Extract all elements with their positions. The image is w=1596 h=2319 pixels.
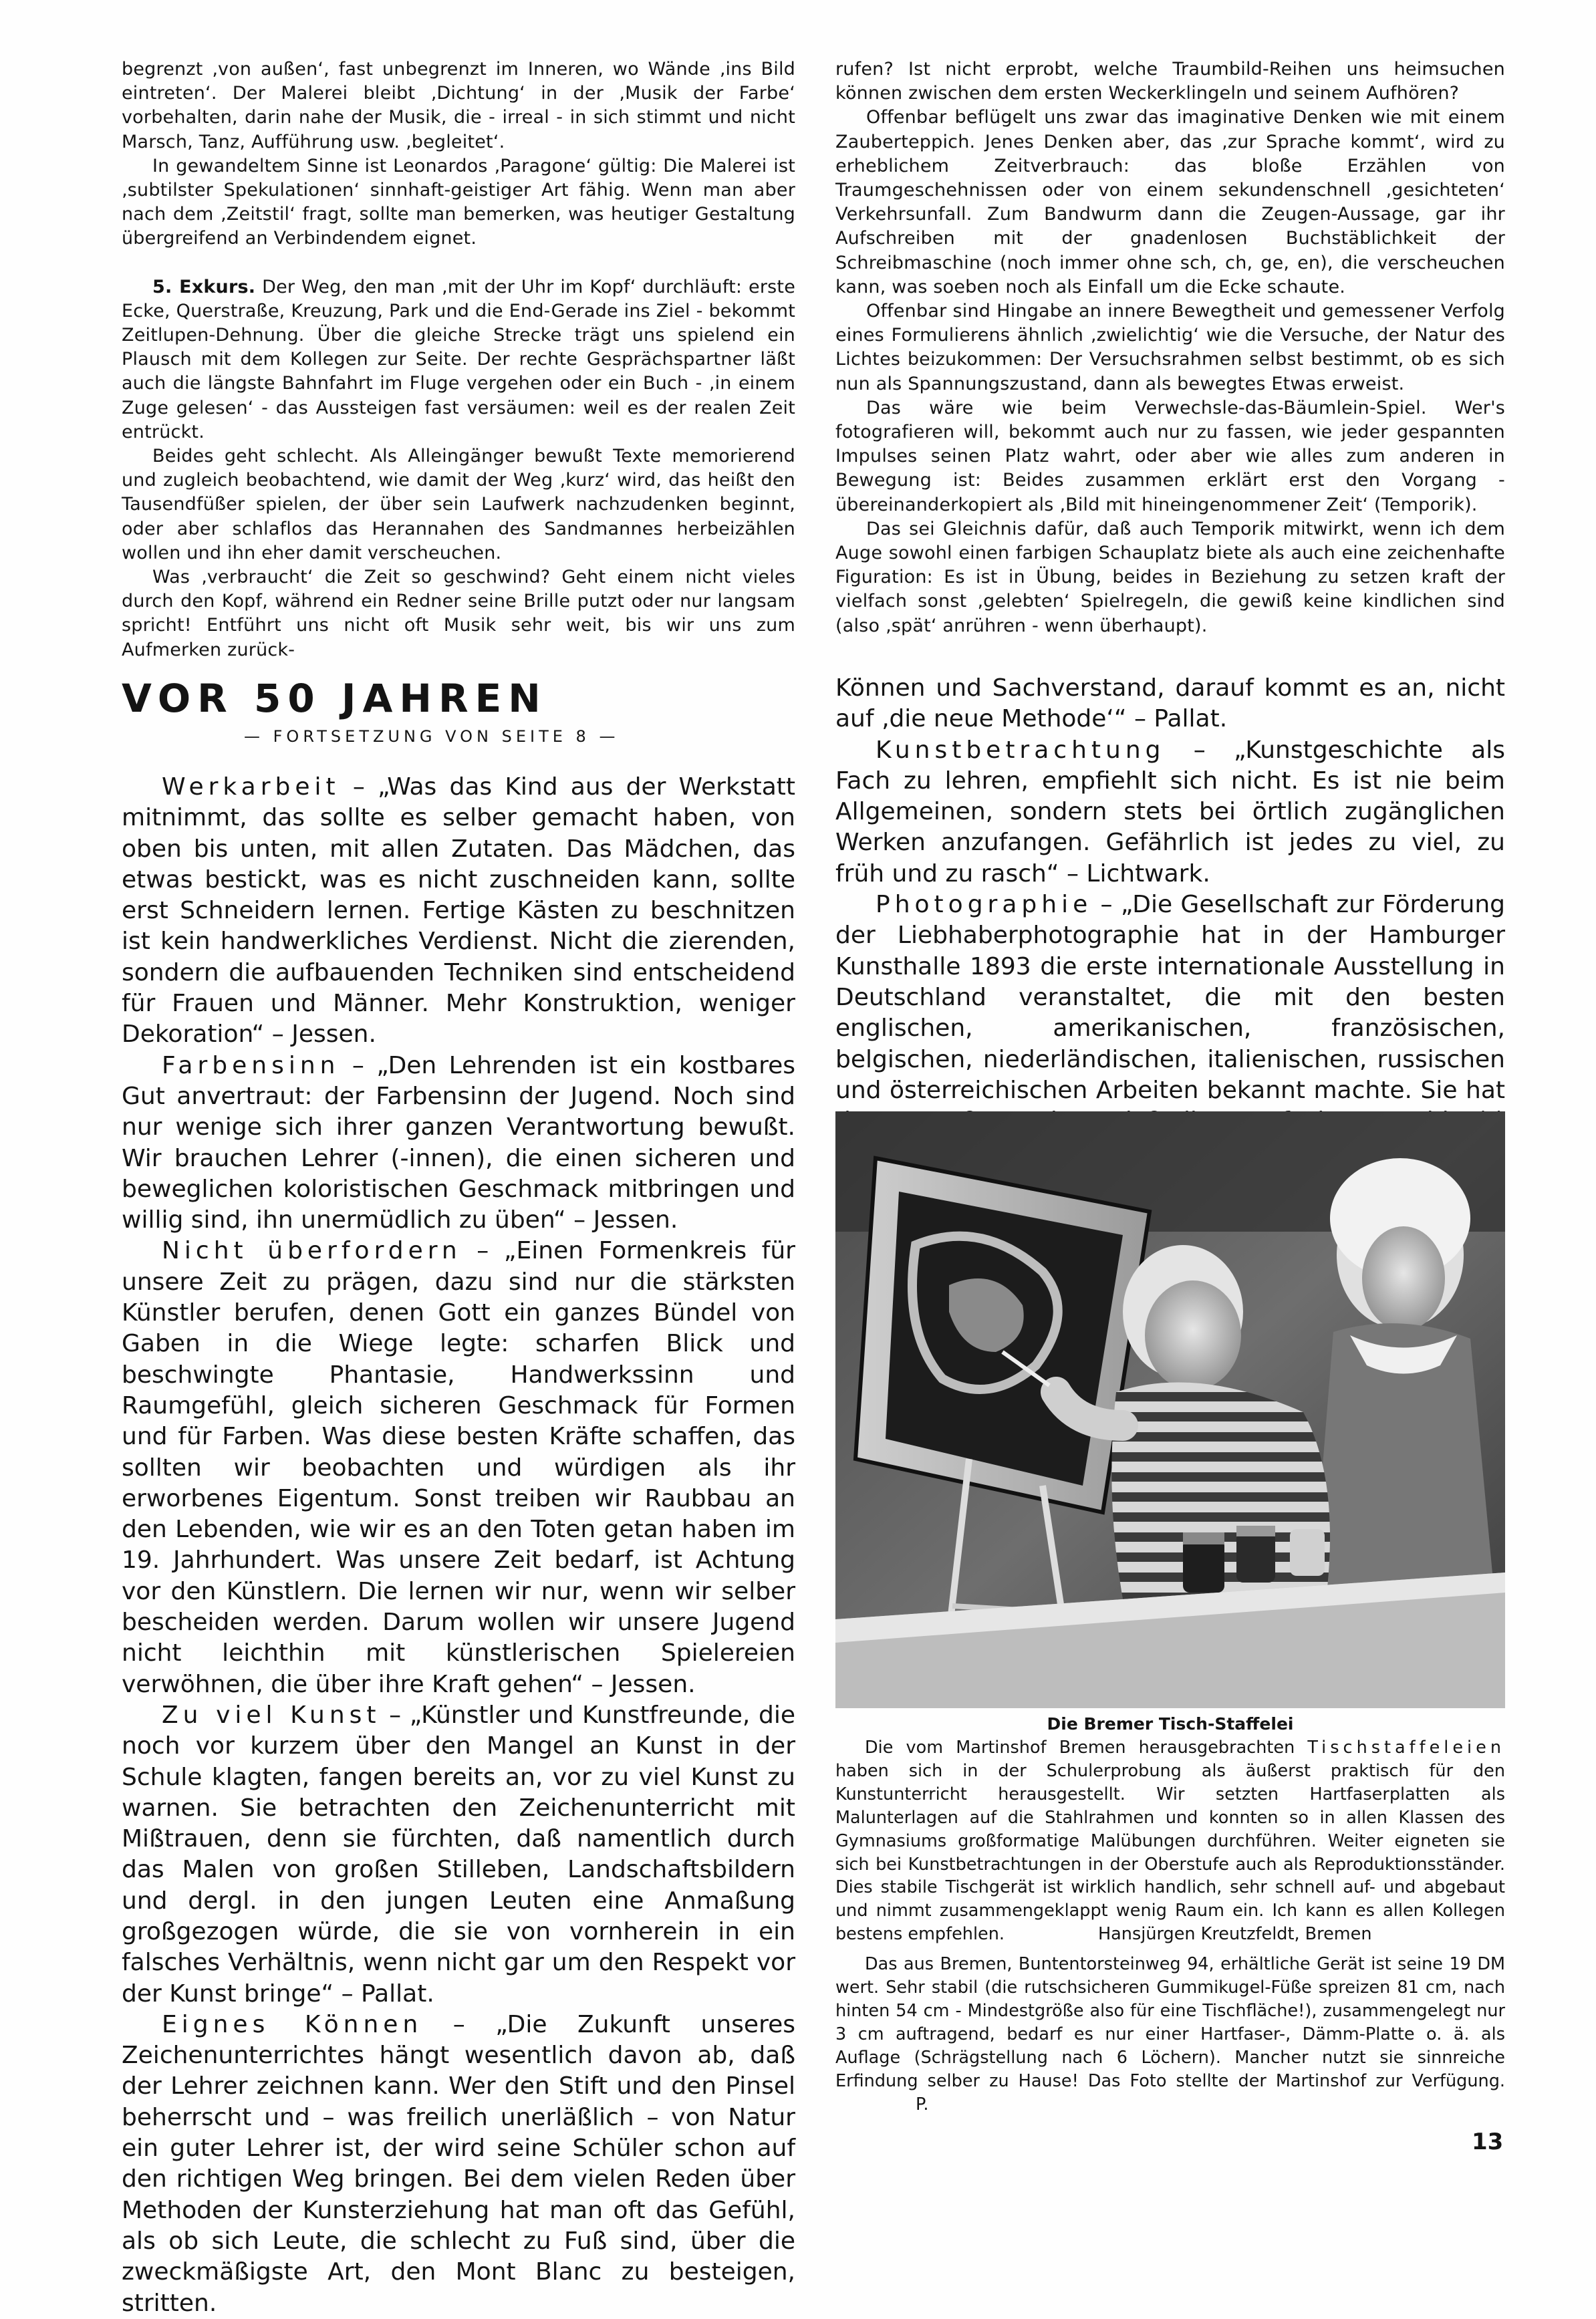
section-kunstbetrachtung: Kunstbetrachtung – „Kunstgeschichte als Fach zu lehren, empfiehlt sich nicht. Es ist nie beim Allgemeinen, sondern stets bei örtlich zugänglichen Werken anzufangen. Gefährlich ist jedes zu viel, zu früh und zu rasch“ – Lichtwark.	[835, 736, 1505, 888]
paragraph: In gewandeltem Sinne ist Leonardos ‚Paragone‘ gültig: Die Malerei ist ‚subtilster Spekulationen‘ sinnhaft-geistiger Art fähig. Wenn man aber nach dem ‚Zeitstil‘ fragt, sollte man bemerken, was heutiger Gestaltung übergreifend an Verbindendem eignet.	[122, 155, 795, 249]
paragraph-continued: Können und Sachverstand, darauf kommt es an, nicht auf ‚die neue Methode‘“ – Pallat.	[835, 674, 1505, 733]
section-photographie: Photographie – „Die Gesellschaft zur Förderung der Liebhaberphotographie hat in der Hamburger Kunsthalle 1893 die erste internationale Ausstellung in Deutschland veranstaltet, die mit den besten englischen, amerikanischen, französischen, belgischen, niederländischen, italienischen, russischen und österreichischen Arbeiten bekannt machte. Sie hat	[835, 891, 1505, 1104]
article-subtitle: — FORTSETZUNG VON SEITE 8 —	[244, 727, 620, 746]
photo-caption-text	[835, 1736, 1505, 2117]
section-werkarbeit: Werkarbeit – „Was das Kind aus der Werkstatt mitnimmt, das sollte es selber gemacht haben, von oben bis unten, mit allen Zutaten. Das Mädchen, das etwas bestickt, was es nicht zuschneiden kann, sollte erst Schneidern lernen. Fertige Kästen zu beschnitzen ist kein handwerkliches Verdienst. Nicht die zierenden, sondern die aufbauenden Techniken sind entscheidend für Frauen und Männer. Mehr Konstruktion, weniger Dekoration“ – Jessen.	[122, 773, 795, 1049]
exkurs-label: 5. Exkurs.	[152, 276, 256, 297]
paragraph: rufen? Ist nicht erprobt, welche Traumbild-Reihen uns heimsuchen können zwischen dem ersten Weckerklingeln und seinem Aufhören?	[835, 59, 1505, 104]
section-farbensinn: Farbensinn – „Den Lehrenden ist ein kostbares Gut anvertraut: der Farbensinn der Jugend. Noch sind nur wenige sich ihrer ganzen Verantwortung bewußt. Wir brauchen Lehrer (-innen), die einen sicheren und beweglichen koloristischen Geschmack mitbringen und willig sind, ihn unermüdlich zu üben“ – Jessen.	[122, 1051, 795, 1234]
top-right-column	[835, 57, 1505, 638]
children-painting-image	[835, 1111, 1505, 1708]
section-zu-viel-kunst: Zu viel Kunst – „Künstler und Kunstfreunde, die noch vor kurzem über den Mangel an Kunst in der Schule klagten, fangen bereits an, vor zu viel Kunst zu warnen. Sie betrachten den Zeichenunterricht mit Mißtrauen, denn sie fürchten, daß namentlich durch das Malen von großen Stilleben, Landschaftsbildern und dergl. in den jungen Leuten eine Anmaßung großgezogen würde, die sie von vornherein in ein falsches Verhältnis, wenn nicht gar um den Respekt vor der Kunst bringe“ – Pallat.	[122, 1701, 795, 2008]
section-eignes-koennen: Eignes Können – „Die Zukunft unseres Zeichenunterrichtes hängt wesentlich davon ab, daß der Lehrer zeichnen kann. Wer den Stift und den Pinsel beherrscht und – was freilich unerläßlich – von Natur ein guter Lehrer ist, der wird seine Schüler schon auf den richtigen Weg bringen. Bei dem vielen Reden über Methoden der Kunsterziehung hat man oft das Gefühl, als ob sich Leute, die schlecht zu Fuß sind, über die zweckmäßigste Art, den Mont Blanc zu besteigen, stritten.	[122, 2010, 795, 2317]
page-number: 13	[1472, 2129, 1504, 2155]
paragraph: Beides geht schlecht. Als Alleingänger bewußt Texte memorierend und zugleich beobachtend, wie damit der Weg ‚kurz‘ wird, das heißt den Tausendfüßer spielen, der über sein Laufwerk nachzudenken beginnt, oder aber schlaflos das Herannahen des Sandmannes herbeizählen wollen und ihn eher damit verscheuchen.	[122, 446, 795, 563]
caption-paragraph: Die vom Martinshof Bremen herausgebrachten Tischstaffeleien haben sich in der Schulerprobung als äußerst praktisch für den Kunstunterricht herausgestellt. Wir setzten Hartfaserplatten als Malunterlagen auf die Stahlrahmen und konnten so in allen Klassen des Gymnasiums großformatige Malübungen durchführen. Weiter eigneten sie sich bei Kunstbetrachtungen in der Oberstufe auch als Reproduktionsständer. Dies stabile Tischgerät ist wirklich handlich, sehr schnell auf- und abgebaut und nimmt zusammengeklappt wenig Raum ein. Ich kann es allen Kollegen bestens empfehlen. Hansjürgen Kreutzfeldt, Bremen	[835, 1738, 1505, 1945]
paragraph: Was ‚verbraucht‘ die Zeit so geschwind? Geht einem nicht vieles durch den Kopf, während ein Redner seine Brille putzt oder nur langsam spricht! Entführt uns nicht oft Musik sehr weit, bis wir uns zum Aufmerken zurück-	[122, 567, 795, 660]
paragraph: Das wäre wie beim Verwechsle-das-Bäumlein-Spiel. Wer's fotografieren will, bekommt auch nur zu fassen, wie jeder gespannten Impulses seinen Platz wahrt, oder aber wie alles zum anderen in Bewegung ist: Beides zusammen erklärt erst den Vorgang - übereinanderkopiert als ‚Bild mit hineingenommener Zeit‘ (Temporik).	[835, 397, 1505, 515]
paragraph: Offenbar sind Hingabe an innere Bewegtheit und gemessener Verfolg eines Formulierens ähnlich ‚zwielichtig‘ wie die Versuche, der Natur des Lichtes beizukommen: Der Versuchsrahmen selbst bestimmt, ob es sich nun als Spannungszustand, dann als bewegtes Etwas erweist.	[835, 301, 1505, 394]
caption-paragraph: Das aus Bremen, Buntentorsteinweg 94, erhältliche Gerät ist seine 19 DM wert. Sehr stabil (die rutschsicheren Gummikugel-Füße spreizen 81 cm, nach hinten 54 cm - Mindestgröße also für eine Tischfläche!), zusammengelegt nur 3 cm auftragend, bedarf es nur einer Hartfaser-, Dämm-Platte o. ä. als Auflage (Schrägstellung nach 6 Löchern). Mancher nutzt sie sinnreiche Erfindung selber zu Hause! Das Foto stellte der Martinshof zur Verfügung.P.	[835, 1954, 1505, 2115]
top-left-column	[122, 57, 795, 662]
article-title: VOR 50 JAHREN	[122, 676, 547, 721]
caption-author: Hansjürgen Kreutzfeldt, Bremen	[1097, 1924, 1372, 1945]
caption-signature: P.	[916, 2094, 929, 2115]
paragraph: Das sei Gleichnis dafür, daß auch Temporik mitwirkt, wenn ich dem Auge sowohl einen farbigen Schauplatz biete als auch eine zeichenhafte Figuration: Es ist in Übung, beides in Beziehung zu setzen kraft der vielfach sonst ‚gelebten‘ Spielregeln, die gewiß keine kindlichen sind (also ‚spät‘ anrühren - wenn überhaupt).	[835, 518, 1505, 636]
paragraph: begrenzt ‚von außen‘, fast unbegrenzt im Inneren, wo Wände ‚ins Bild eintreten‘. Der Malerei bleibt ‚Dichtung‘ in der ‚Musik der Farbe‘ vorbehalten, darin nahe der Musik, die - irreal - in sich stimmt und nicht Marsch, Tanz, Aufführung usw. ‚begleitet‘.	[122, 59, 795, 152]
article-left-column	[122, 772, 795, 2319]
paragraph: 5. Exkurs. Der Weg, den man ‚mit der Uhr im Kopf‘ durchläuft: erste Ecke, Querstraße, Kreuzung, Park und die End-Gerade ins Ziel - bekommt Zeitlupen-Dehnung. Über die gleiche Strecke trägt uns spielend ein Plausch mit dem Kollegen zur Seite. Der rechte Gesprächspartner läßt auch die längste Bahnfahrt im Fluge vergehen oder ein Buch - ‚in einem Zuge gelesen‘ - das Aussteigen fast versäumen: weil es der realen Zeit entrückt.	[122, 276, 795, 442]
photo-caption-title: Die Bremer Tisch-Staffelei	[1047, 1714, 1294, 1734]
section-nicht-ueberfordern: Nicht überfordern – „Einen Formenkreis für unsere Zeit zu prägen, dazu sind nur die stärksten Künstler berufen, denen Gott ein ganzes Bündel von Gaben in die Wiege legte: scharfen Blick und beschwingte Phantasie, Handwerkssinn und Raumgefühl, gleich sicheren Geschmack für Formen und für Farben. Was diese besten Kräfte schaffen, das sollten wir beobachten und würdigen als ihr erworbenes Eigentum. Sonst treiben wir Raubbau an den Lebenden, wie wir es an den Toten getan haben im 19. Jahrhundert. Was unsere Zeit bedarf, ist Achtung vor den Künstlern. Die lernen wir nur, wenn wir selber bescheiden werden. Darum wollen wir unsere Jugend nicht leichthin mit künstlerischen Spielereien verwöhnen, die über ihre Kraft gehen“ – Jessen.	[122, 1237, 795, 1698]
easel-photo	[835, 1111, 1505, 1708]
paragraph: Offenbar beflügelt uns zwar das imaginative Denken wie mit einem Zauberteppich. Jenes Denken aber, das ‚zur Sprache kommt‘, wird zu erheblichem Zeitverbrauch: das bloße Erzählen von Traumgeschehnissen oder von einem sekundenschnell ‚gesichteten‘ Verkehrsunfall. Zum Bandwurm dann die Zeugen-Aussage, gar ihr Aufschreiben mit der gnadenlosen Buchstäblichkeit der Schreibmaschine (noch immer ohne sch, ch, ge, en), die verscheuchen kann, was soeben noch als Einfall um die Ecke schaute.	[835, 107, 1505, 297]
